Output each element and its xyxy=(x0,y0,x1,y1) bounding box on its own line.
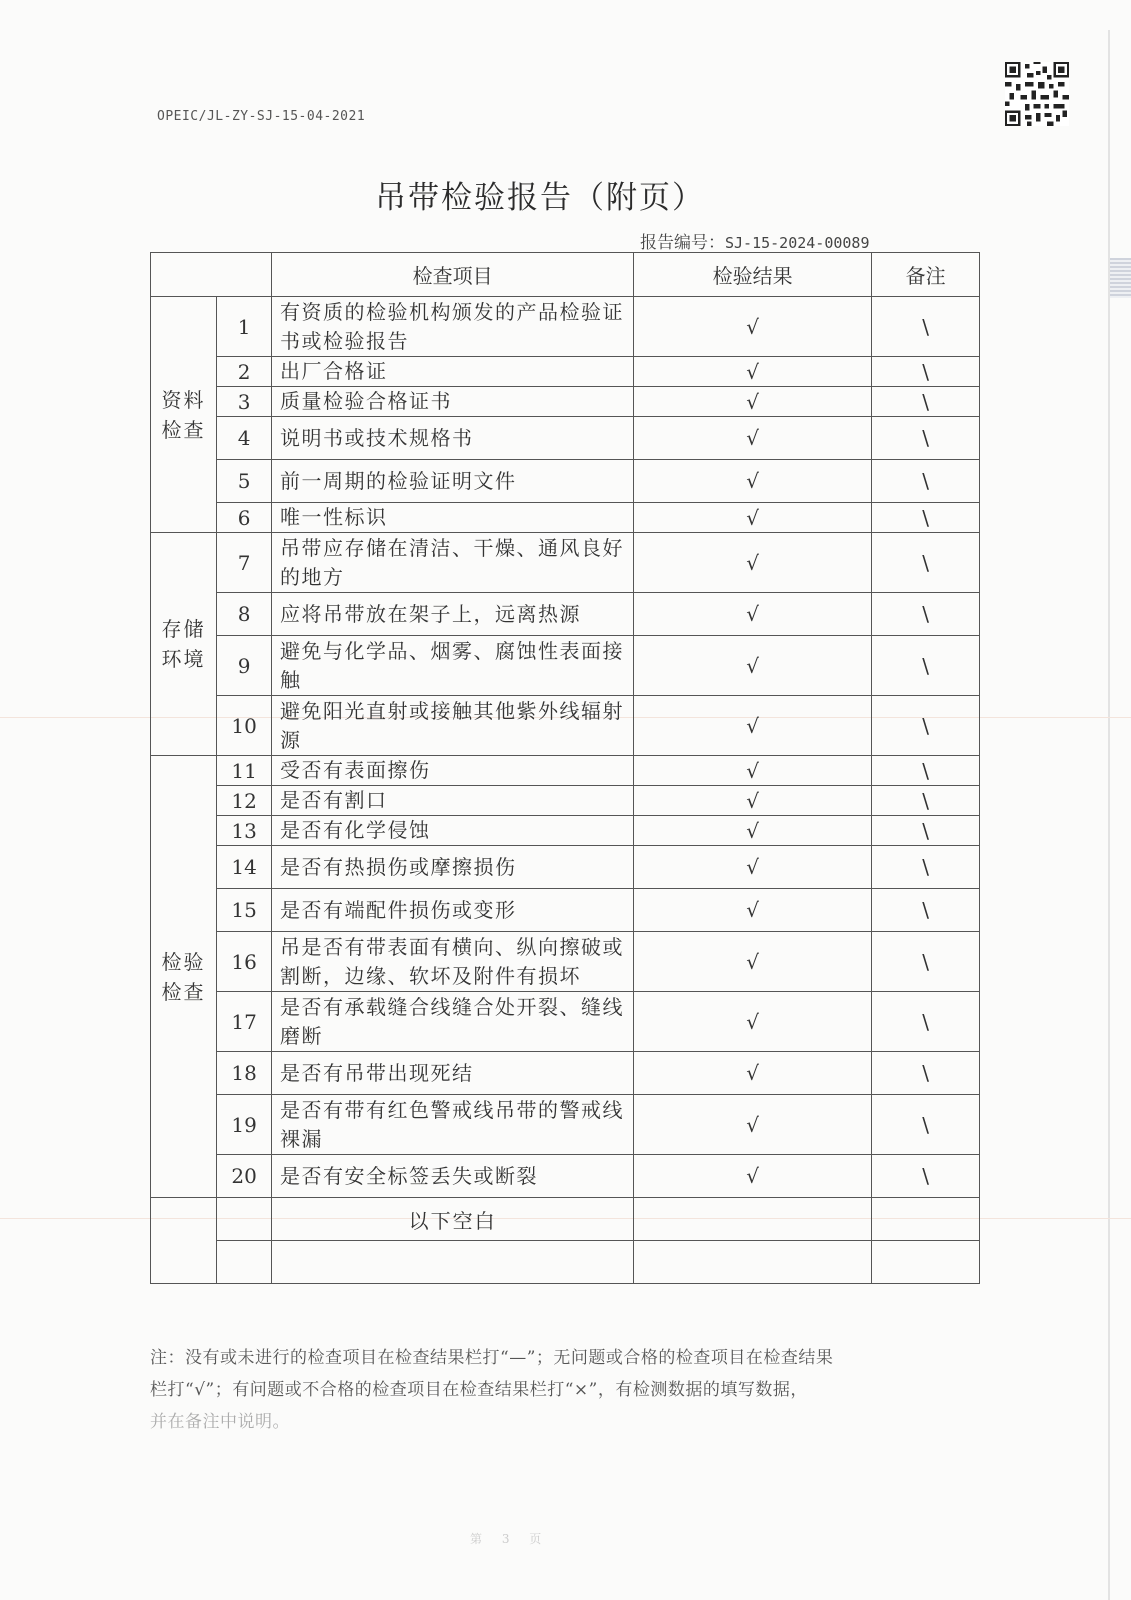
inspection-item: 是否有带有红色警戒线吊带的警戒线裸漏 xyxy=(272,1095,634,1155)
row-number: 14 xyxy=(217,846,272,889)
inspection-item: 前一周期的检验证明文件 xyxy=(272,460,634,503)
table-row xyxy=(151,696,980,756)
row-number: 13 xyxy=(217,816,272,846)
row-number: 2 xyxy=(217,357,272,387)
inspection-item: 质量检验合格证书 xyxy=(272,387,634,417)
inspection-result: √ xyxy=(634,756,872,786)
document-code: OPEIC/JL-ZY-SJ-15-04-2021 xyxy=(157,109,366,124)
category-cell xyxy=(151,533,217,756)
inspection-note: \ xyxy=(872,756,980,786)
inspection-result: √ xyxy=(634,1095,872,1155)
blank-cell xyxy=(872,1198,980,1241)
inspection-note: \ xyxy=(872,1052,980,1095)
table-row xyxy=(151,636,980,696)
inspection-result: √ xyxy=(634,846,872,889)
header-corner-cell xyxy=(151,253,272,297)
table-row xyxy=(151,533,980,593)
inspection-note: \ xyxy=(872,1155,980,1198)
inspection-note: \ xyxy=(872,636,980,696)
page-title: 吊带检验报告（附页） xyxy=(375,180,705,216)
category-label-line: 环境 xyxy=(161,647,206,671)
scan-mark xyxy=(1110,258,1131,298)
inspection-item: 受否有表面擦伤 xyxy=(272,756,634,786)
table-row xyxy=(151,1155,980,1198)
inspection-table xyxy=(150,252,980,1284)
inspection-note: \ xyxy=(872,593,980,636)
column-header-note: 备注 xyxy=(872,253,980,297)
report-number-value: SJ-15-2024-00089 xyxy=(725,234,870,252)
blank-cell xyxy=(634,1198,872,1241)
inspection-result: √ xyxy=(634,889,872,932)
row-number: 4 xyxy=(217,417,272,460)
category-label-line: 检查 xyxy=(161,979,206,1004)
table-row xyxy=(151,357,980,387)
row-number: 9 xyxy=(217,636,272,696)
inspection-result: √ xyxy=(634,1052,872,1095)
footnote-line: 注：没有或未进行的检查项目在检查结果栏打“—”；无问题或合格的检查项目在检查结果 xyxy=(150,1348,834,1368)
blank-cell xyxy=(272,1241,634,1284)
table-row xyxy=(151,297,980,357)
category-cell xyxy=(151,756,217,1198)
table-row xyxy=(151,387,980,417)
inspection-result: √ xyxy=(634,786,872,816)
inspection-note: \ xyxy=(872,846,980,889)
category-cell xyxy=(151,297,217,533)
inspection-result: √ xyxy=(634,932,872,992)
inspection-note: \ xyxy=(872,992,980,1052)
inspection-item: 是否有热损伤或摩擦损伤 xyxy=(272,846,634,889)
inspection-item: 有资质的检验机构颁发的产品检验证书或检验报告 xyxy=(272,297,634,357)
row-number: 17 xyxy=(217,992,272,1052)
row-number: 10 xyxy=(217,696,272,756)
inspection-note: \ xyxy=(872,786,980,816)
inspection-item: 应将吊带放在架子上，远离热源 xyxy=(272,593,634,636)
footnote xyxy=(150,1342,950,1438)
inspection-result: √ xyxy=(634,417,872,460)
column-header-result: 检验结果 xyxy=(634,253,872,297)
table-row xyxy=(151,1052,980,1095)
report-number-label: 报告编号： xyxy=(640,233,725,253)
inspection-note: \ xyxy=(872,696,980,756)
inspection-item: 避免与化学品、烟雾、腐蚀性表面接触 xyxy=(272,636,634,696)
category-label-line: 检查 xyxy=(161,417,206,442)
row-number: 19 xyxy=(217,1095,272,1155)
table-row xyxy=(151,593,980,636)
table-row xyxy=(151,503,980,533)
inspection-note: \ xyxy=(872,816,980,846)
inspection-item: 是否有安全标签丢失或断裂 xyxy=(272,1155,634,1198)
footnote-line: 栏打“√”；有问题或不合格的检查项目在检查结果栏打“×”，有检测数据的填写数据， xyxy=(150,1380,808,1400)
blank-cell xyxy=(872,1241,980,1284)
category-label-line: 资料 xyxy=(161,387,206,412)
inspection-result: √ xyxy=(634,1155,872,1198)
blank-row xyxy=(151,1198,980,1241)
row-number: 6 xyxy=(217,503,272,533)
inspection-item: 吊是否有带表面有横向、纵向擦破或割断，边缘、软坏及附件有损坏 xyxy=(272,932,634,992)
table-row xyxy=(151,1095,980,1155)
footnote-line: 并在备注中说明。 xyxy=(150,1412,290,1432)
inspection-note: \ xyxy=(872,932,980,992)
inspection-result: √ xyxy=(634,387,872,417)
table-header-row xyxy=(151,253,980,297)
inspection-item: 说明书或技术规格书 xyxy=(272,417,634,460)
blank-cell xyxy=(217,1198,272,1241)
row-number: 11 xyxy=(217,756,272,786)
table-row xyxy=(151,932,980,992)
inspection-note: \ xyxy=(872,460,980,503)
inspection-item: 是否有吊带出现死结 xyxy=(272,1052,634,1095)
inspection-result: √ xyxy=(634,593,872,636)
table-row xyxy=(151,889,980,932)
inspection-result: √ xyxy=(634,357,872,387)
inspection-result: √ xyxy=(634,533,872,593)
inspection-result: √ xyxy=(634,992,872,1052)
row-number: 18 xyxy=(217,1052,272,1095)
table-row xyxy=(151,816,980,846)
inspection-note: \ xyxy=(872,387,980,417)
inspection-result: √ xyxy=(634,460,872,503)
blank-cell xyxy=(217,1241,272,1284)
column-header-item: 检查项目 xyxy=(272,253,634,297)
row-number: 16 xyxy=(217,932,272,992)
inspection-item: 唯一性标识 xyxy=(272,503,634,533)
category-label-line: 检验 xyxy=(161,949,206,974)
row-number: 7 xyxy=(217,533,272,593)
inspection-note: \ xyxy=(872,417,980,460)
inspection-result: √ xyxy=(634,503,872,533)
category-label-line: 存储 xyxy=(161,617,206,641)
inspection-result: √ xyxy=(634,297,872,357)
table-row xyxy=(151,460,980,503)
inspection-note: \ xyxy=(872,297,980,357)
row-number: 20 xyxy=(217,1155,272,1198)
inspection-note: \ xyxy=(872,357,980,387)
row-number: 15 xyxy=(217,889,272,932)
inspection-item: 是否有化学侵蚀 xyxy=(272,816,634,846)
blank-cell xyxy=(634,1241,872,1284)
blank-below-note: 以下空白 xyxy=(272,1198,634,1241)
inspection-note: \ xyxy=(872,503,980,533)
row-number: 1 xyxy=(217,297,272,357)
qr-code-icon xyxy=(1005,62,1069,126)
row-number: 5 xyxy=(217,460,272,503)
inspection-item: 吊带应存储在清洁、干燥、通风良好的地方 xyxy=(272,533,634,593)
inspection-item: 是否有割口 xyxy=(272,786,634,816)
inspection-item: 出厂合格证 xyxy=(272,357,634,387)
table-row xyxy=(151,992,980,1052)
table-row xyxy=(151,417,980,460)
inspection-item: 是否有端配件损伤或变形 xyxy=(272,889,634,932)
report-number xyxy=(640,228,870,253)
inspection-note: \ xyxy=(872,889,980,932)
blank-category-cell xyxy=(151,1198,217,1284)
table-row xyxy=(151,756,980,786)
row-number: 12 xyxy=(217,786,272,816)
inspection-item: 是否有承载缝合线缝合处开裂、缝线磨断 xyxy=(272,992,634,1052)
inspection-note: \ xyxy=(872,1095,980,1155)
page-number: 第 3 页 xyxy=(470,1532,550,1546)
table-row xyxy=(151,846,980,889)
row-number: 8 xyxy=(217,593,272,636)
blank-row xyxy=(151,1241,980,1284)
inspection-table-body xyxy=(151,253,980,1284)
table-row xyxy=(151,786,980,816)
inspection-result: √ xyxy=(634,636,872,696)
row-number: 3 xyxy=(217,387,272,417)
inspection-item: 避免阳光直射或接触其他紫外线辐射源 xyxy=(272,696,634,756)
inspection-result: √ xyxy=(634,816,872,846)
inspection-note: \ xyxy=(872,533,980,593)
inspection-result: √ xyxy=(634,696,872,756)
